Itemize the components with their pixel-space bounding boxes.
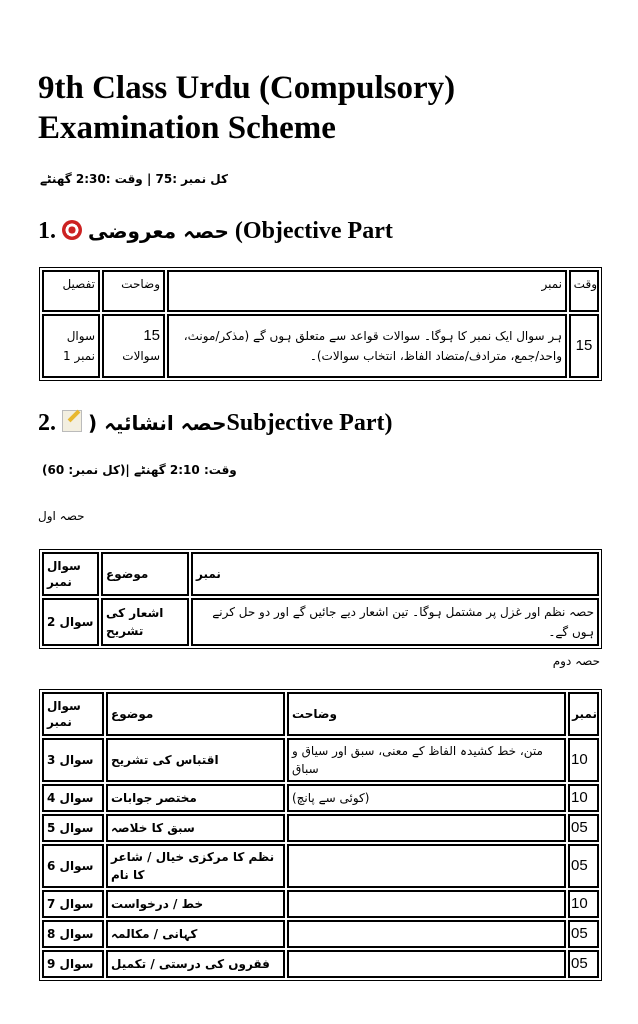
table-row xyxy=(42,950,599,978)
part1-table xyxy=(39,549,602,649)
exam-summary: کل نمبر :75 | وقت :2:30 گھنٹے xyxy=(40,172,228,186)
topic-cell: اقتباس کی تشریح xyxy=(106,738,285,782)
question-cell: سوال 3 xyxy=(42,738,104,782)
topic-cell: مختصر جوابات xyxy=(106,784,285,812)
part2-body xyxy=(42,738,599,978)
heading-english: (Objective Part xyxy=(234,218,393,244)
topic-cell: کہانی / مکالمہ xyxy=(106,920,285,948)
table-row xyxy=(42,784,599,812)
header-cell: موضوع xyxy=(101,552,189,596)
table-row xyxy=(42,738,599,782)
table-row xyxy=(42,314,599,378)
header-cell: موضوع xyxy=(106,692,285,736)
cell-line: سوالات xyxy=(122,349,160,363)
question-cell: سوال 6 xyxy=(42,844,104,888)
table-row xyxy=(42,920,599,948)
subjective-heading xyxy=(38,410,392,437)
target-icon xyxy=(62,220,82,240)
topic-cell: خط / درخواست xyxy=(106,890,285,918)
header-cell: نمبر xyxy=(568,692,599,736)
description-cell xyxy=(287,950,566,978)
heading-english: .2Subjective Part) xyxy=(38,410,393,436)
description-cell xyxy=(287,890,566,918)
question-cell: سوال 8 xyxy=(42,920,104,948)
marks-cell: 05 xyxy=(568,950,599,978)
header-cell: وضاحت xyxy=(287,692,566,736)
objective-table xyxy=(39,267,602,381)
cell-line: 15 xyxy=(143,327,160,344)
part1-label: حصہ اول xyxy=(38,509,85,523)
description-cell: حصہ نظم اور غزل پر مشتمل ہوگا۔ تین اشعار دیے جائیں گے اور دو حل کرنے ہوں گے۔ xyxy=(191,598,599,646)
marks-cell: 05 xyxy=(568,844,599,888)
description-cell: (کوئی سے پانچ) xyxy=(287,784,566,812)
heading-urdu: حصہ انشائیہ ( xyxy=(88,411,227,435)
table-header-row xyxy=(42,552,599,596)
topic-cell: اشعار کی تشریح xyxy=(101,598,189,646)
question-cell: سوال 7 xyxy=(42,890,104,918)
page-title: 9th Class Urdu (Compulsory) Examination Scheme xyxy=(38,70,456,146)
cell-line: سوال xyxy=(66,329,95,343)
topic-cell: نظم کا مرکزی خیال / شاعر کا نام xyxy=(106,844,285,888)
marks-cell: 05 xyxy=(568,920,599,948)
table-row xyxy=(42,598,599,646)
explanation-cell xyxy=(102,314,165,378)
description-cell xyxy=(287,844,566,888)
header-cell: نمبر xyxy=(191,552,599,596)
subjective-meta: وقت: 2:10 گھنٹے |(کل نمبر: 60) xyxy=(42,463,237,477)
memo-icon xyxy=(62,410,82,432)
marks-cell: ہر سوال ایک نمبر کا ہوگا۔ سوالات قواعد سے متعلق ہوں گے (مذکر/مونث، واحد/جمع، مترادف/متضاد الفاظ، انتخاب سوالات)۔ xyxy=(167,314,567,378)
part2-label: حصہ دوم xyxy=(552,654,600,668)
marks-cell: 05 xyxy=(568,814,599,842)
question-cell: سوال 4 xyxy=(42,784,104,812)
table-row xyxy=(42,844,599,888)
table-row xyxy=(42,890,599,918)
header-cell: وضاحت xyxy=(102,270,165,312)
marks-cell: 10 xyxy=(568,890,599,918)
question-cell: سوال 9 xyxy=(42,950,104,978)
header-cell: وقت xyxy=(569,270,599,312)
marks-cell: 10 xyxy=(568,784,599,812)
header-cell: نمبر xyxy=(167,270,567,312)
description-cell xyxy=(287,920,566,948)
question-cell: سوال 5 xyxy=(42,814,104,842)
table-header-row xyxy=(42,270,599,312)
heading-number: 1. xyxy=(38,218,56,244)
table-row xyxy=(42,814,599,842)
description-cell: متن، خط کشیدہ الفاظ کے معنی، سبق اور سیاق و سباق xyxy=(287,738,566,782)
marks-cell: 10 xyxy=(568,738,599,782)
part2-table xyxy=(39,689,602,981)
heading-urdu: حصہ معروضی xyxy=(88,219,229,243)
header-cell: سوال نمبر xyxy=(42,552,99,596)
header-cell: تفصیل xyxy=(42,270,100,312)
table-header-row xyxy=(42,692,599,736)
description-cell xyxy=(287,814,566,842)
topic-cell: سبق کا خلاصہ xyxy=(106,814,285,842)
cell-line: نمبر 1 xyxy=(63,349,95,363)
header-cell: سوال نمبر xyxy=(42,692,104,736)
time-cell: 15 xyxy=(569,314,599,378)
detail-cell xyxy=(42,314,100,378)
objective-heading xyxy=(38,218,393,245)
topic-cell: فقروں کی درستی / تکمیل xyxy=(106,950,285,978)
question-cell: سوال 2 xyxy=(42,598,99,646)
